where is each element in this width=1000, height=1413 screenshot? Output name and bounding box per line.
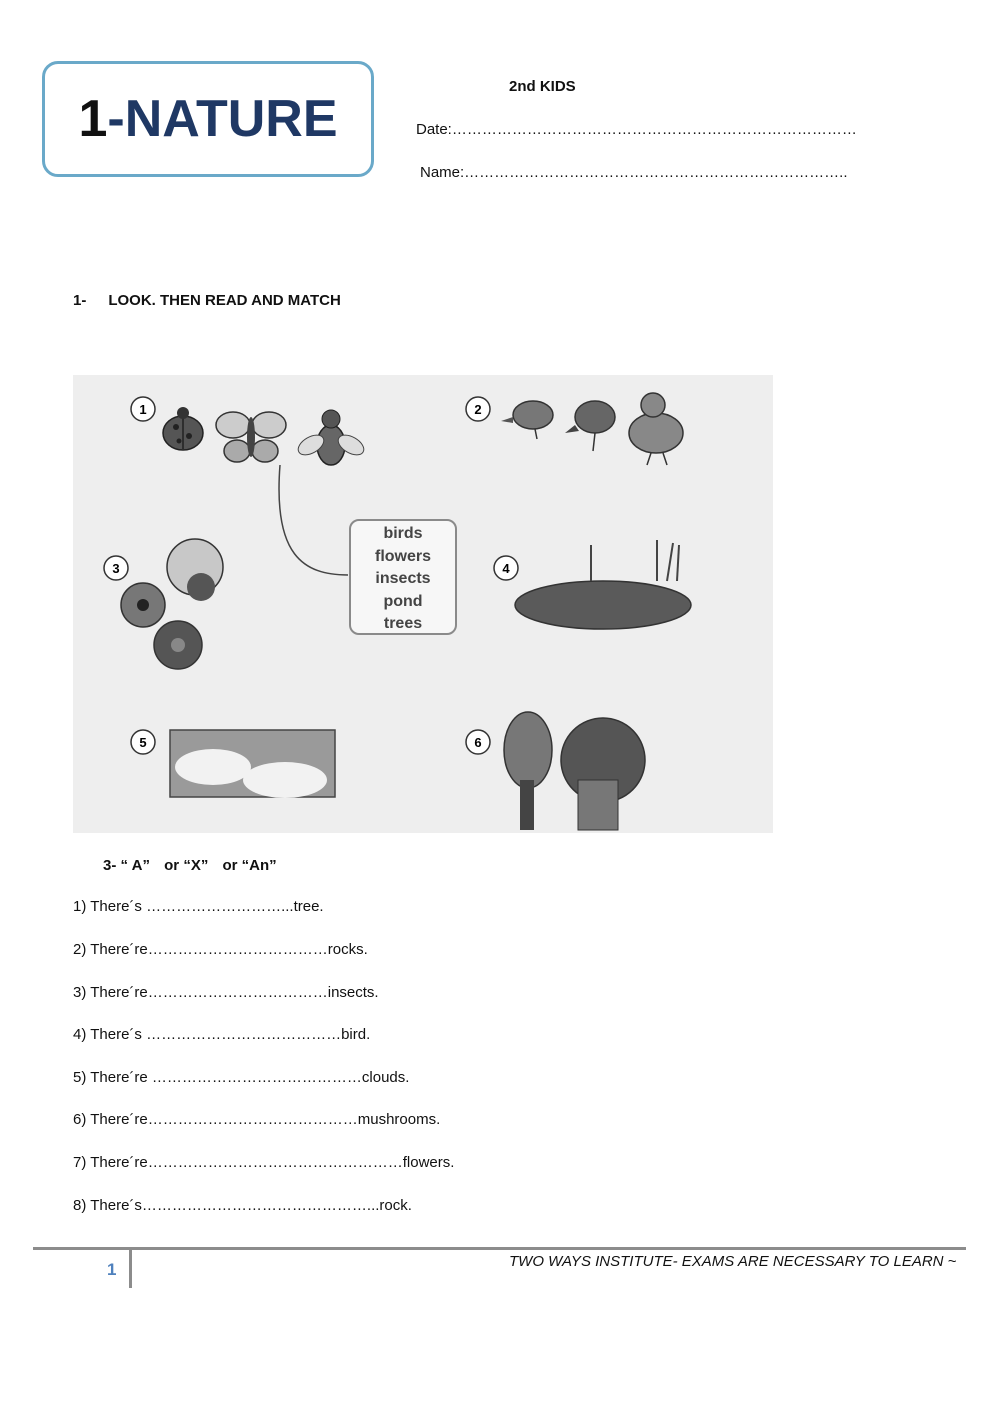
picture-number: 5	[139, 735, 147, 750]
title-number: 1	[78, 90, 108, 148]
footer-divider	[33, 1247, 966, 1250]
word-trees: trees	[383, 615, 423, 632]
option-a: “ A”	[120, 857, 150, 874]
title-word: -NATURE	[107, 90, 338, 148]
word-birds: birds	[383, 525, 423, 542]
page-number: 1	[107, 1260, 117, 1279]
date-field: Date:………………………………………………………………………	[416, 121, 857, 138]
section3-heading	[103, 857, 277, 874]
or-word: or	[222, 857, 238, 874]
name-field: Name:…………………………………………………………………..	[420, 164, 848, 181]
sentence-5: 5) There´re ……………………………………clouds.	[73, 1069, 410, 1086]
footer-text: TWO WAYS INSTITUTE- EXAMS ARE NECESSARY TO LEARN ~	[509, 1253, 957, 1270]
picture-number: 2	[474, 402, 482, 417]
picture-number: 3	[112, 561, 120, 576]
sentence-2: 2) There´re………………………………rocks.	[73, 941, 368, 958]
sentence-1: 1) There´s ………………………...tree.	[73, 898, 324, 915]
matching-picture	[73, 375, 773, 833]
section1-heading	[73, 292, 341, 309]
picture-number: 4	[502, 561, 510, 576]
sentence-8: 8) There´s………………………………………...rock.	[73, 1197, 412, 1214]
grade-label: 2nd KIDS	[509, 78, 576, 95]
picture-number: 1	[139, 402, 147, 417]
sentence-3: 3) There´re………………………………insects.	[73, 984, 379, 1001]
word-flowers: flowers	[374, 547, 431, 565]
option-an: “An”	[241, 857, 277, 874]
section3-number: 3-	[103, 857, 117, 874]
sentence-4: 4) There´s …………………………………bird.	[73, 1026, 371, 1043]
word-box	[349, 519, 457, 635]
footer-vertical-divider	[129, 1250, 132, 1288]
or-word: or	[164, 857, 180, 874]
picture-number: 6	[474, 735, 482, 750]
word-insects: insects	[375, 570, 431, 587]
sentence-7: 7) There´re……………………………………………flowers.	[73, 1154, 455, 1171]
title-box	[42, 61, 374, 177]
sentence-6: 6) There´re……………………………………mushrooms.	[73, 1111, 441, 1128]
word-pond: pond	[383, 592, 423, 610]
section1-instruction: LOOK. THEN READ AND MATCH	[108, 292, 341, 309]
section1-number: 1-	[73, 292, 87, 309]
option-x: “X”	[183, 857, 209, 874]
